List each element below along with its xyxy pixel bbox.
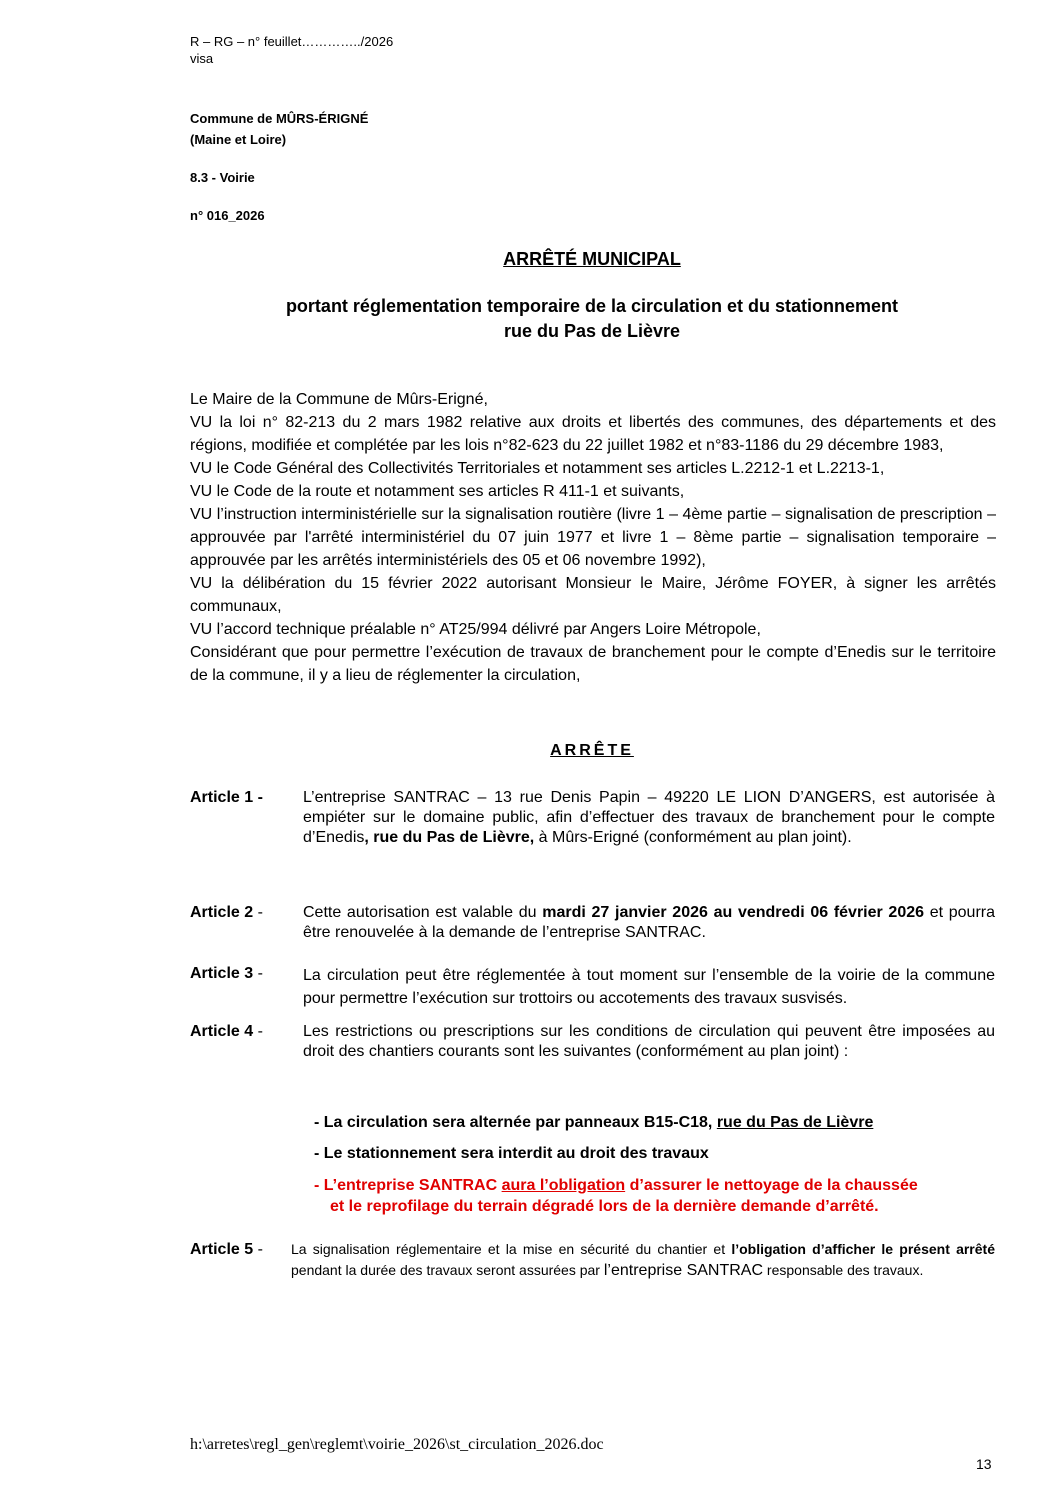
measure-cleaning-obligation: - L’entreprise SANTRAC aura l’obligation d’assurer le nettoyage de la chaussée <box>314 1177 918 1194</box>
arrete-heading: ARRÊTE <box>550 742 634 759</box>
subtitle-line-2: rue du Pas de Lièvre <box>503 321 681 341</box>
preamble-line: VU la loi n° 82-213 du 2 mars 1982 relative aux droits et libertés des communes, des départements et des régions, modifiée et complétée par les lois n°82-623 du 22 juillet 1982 et n°83-1186 du 29 décembre 1983, <box>190 414 996 454</box>
document-reference: R – RG – n° feuillet…………../2026 <box>190 34 394 49</box>
category: 8.3 - Voirie <box>190 170 255 185</box>
page-number: 13 <box>976 1456 992 1472</box>
article-1-label: Article 1 - <box>190 789 263 806</box>
article-3-label: Article 3 - <box>190 965 263 982</box>
decree-number: n° 016_2026 <box>190 208 265 223</box>
article-4-text: Les restrictions ou prescriptions sur les conditions de circulation qui peuvent être imposées au droit des chantiers courants sont les suivantes (conformément au plan joint) : <box>303 1023 995 1060</box>
page-title: ARRÊTÉ MUNICIPAL <box>503 249 681 269</box>
visa-label: visa <box>190 51 214 66</box>
preamble-line: VU l’accord technique préalable n° AT25/994 délivré par Angers Loire Métropole, <box>190 621 761 638</box>
article-2-label: Article 2 - <box>190 904 263 921</box>
article-2-text: Cette autorisation est valable du mardi 27 janvier 2026 au vendredi 06 février 2026 et pourra être renouvelée à la demande de l’entreprise SANTRAC. <box>303 904 996 941</box>
measure-alternating-traffic: - La circulation sera alternée par panneaux B15-C18, rue du Pas de Lièvre <box>314 1114 874 1131</box>
commune-name: Commune de MÛRS-ÉRIGNÉ <box>190 111 369 126</box>
department: (Maine et Loire) <box>190 132 287 147</box>
preamble-line: VU la délibération du 15 février 2022 autorisant Monsieur le Maire, Jérôme FOYER, à signer les arrêtés communaux, <box>190 575 996 615</box>
article-5-text: La signalisation réglementaire et la mise en sécurité du chantier et l’obligation d’afficher le présent arrêté pendant la durée des travaux seront assurées par l’entreprise SANTRAC responsable des travaux. <box>291 1241 995 1279</box>
preamble-line: VU l’instruction interministérielle sur la signalisation routière (livre 1 – 4ème partie – signalisation de prescription – approuvée par l'arrêté interministériel du 07 juin 1977 et livre 1 – 8ème partie – signalisation temporaire – approuvée par les arrêtés interministériels des 05 et 06 novembre 1992), <box>190 506 996 569</box>
preamble <box>190 388 996 687</box>
article-3-text: La circulation peut être réglementée à tout moment sur l’ensemble de la voirie de la commune pour permettre l’exécution sur trottoirs ou accotements des travaux susvisés. <box>303 967 995 1007</box>
article-5-label: Article 5 - <box>190 1241 263 1258</box>
subtitle-line-1: portant réglementation temporaire de la circulation et du stationnement <box>285 296 899 316</box>
file-path: h:\arretes\regl_gen\reglemt\voirie_2026\st_circulation_2026.doc <box>190 1436 604 1453</box>
preamble-line: Considérant que pour permettre l’exécution de travaux de branchement pour le compte d’Enedis sur le territoire de la commune, il y a lieu de réglementer la circulation, <box>190 644 996 684</box>
measure-no-parking: - Le stationnement sera interdit au droit des travaux <box>314 1145 709 1162</box>
preamble-line: VU le Code Général des Collectivités Territoriales et notamment ses articles L.2212-1 et L.2213-1, <box>190 460 885 477</box>
measure-reprofiling: et le reprofilage du terrain dégradé lors de la dernière demande d’arrêté. <box>330 1198 879 1215</box>
preamble-line: VU le Code de la route et notamment ses articles R 411-1 et suivants, <box>190 483 685 500</box>
preamble-line: Le Maire de la Commune de Mûrs-Erigné, <box>190 391 488 408</box>
article-4-label: Article 4 - <box>190 1023 263 1040</box>
article-1-text: L’entreprise SANTRAC – 13 rue Denis Papin – 49220 LE LION D’ANGERS, est autorisée à empiéter sur le domaine public, afin d’effectuer des travaux de branchement pour le compte d’Enedis, rue du Pas de Lièvre, à Mûrs-Erigné (conformément au plan joint). <box>303 789 995 846</box>
